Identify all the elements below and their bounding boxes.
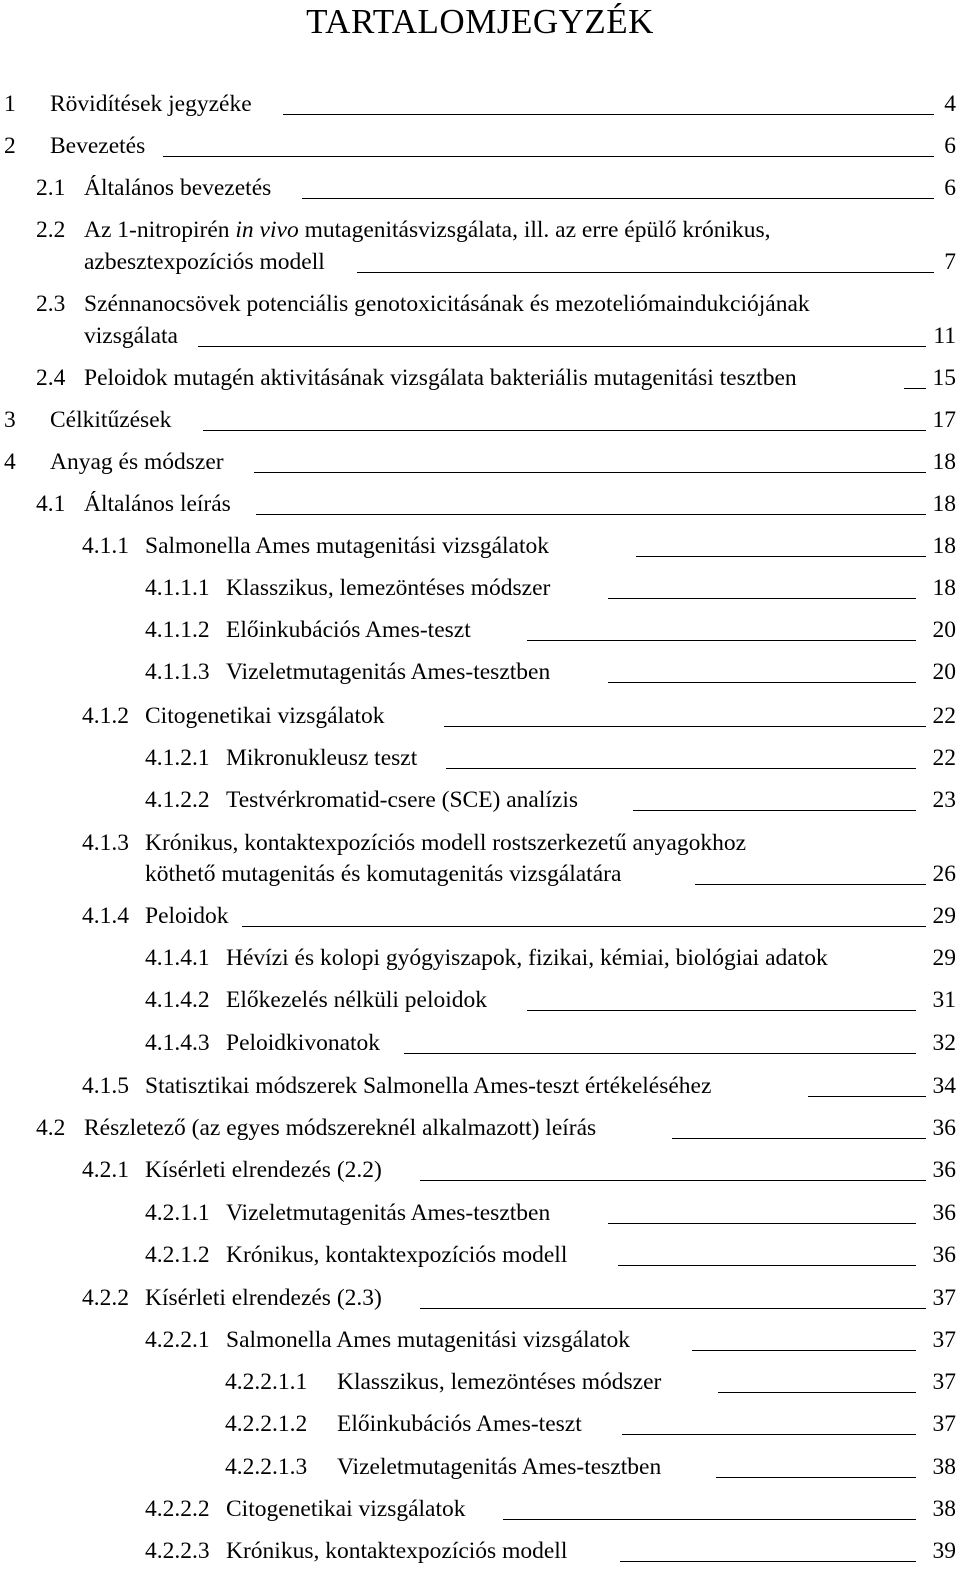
- toc-entry-title: Testvérkromatid-csere (SCE) analízis: [226, 787, 579, 813]
- toc-leader: [608, 1223, 916, 1224]
- toc-entry[interactable]: [0, 942, 960, 974]
- toc-leader: [256, 514, 926, 515]
- toc-leader: [608, 682, 916, 683]
- toc-entry-title: Salmonella Ames mutagenitási vizsgálatok: [145, 533, 549, 559]
- toc-entry-title: Általános bevezetés: [84, 175, 272, 201]
- toc-entry-title: Vizeletmutagenitás Ames-tesztben: [226, 1200, 551, 1226]
- toc-entry[interactable]: [0, 700, 960, 732]
- toc-leader: [692, 1350, 916, 1351]
- toc-leader: [622, 1434, 916, 1435]
- toc-entry[interactable]: [0, 572, 960, 604]
- toc-leader: [904, 388, 926, 389]
- toc-entry-title: Salmonella Ames mutagenitási vizsgálatok: [226, 1327, 630, 1353]
- toc-entry[interactable]: [0, 900, 960, 932]
- toc-entry-title: Peloidok mutagén aktivitásának vizsgálata bakteriális mutagenitási tesztben: [84, 365, 797, 391]
- toc-entry-page: 18: [932, 449, 956, 475]
- toc-entry-title: Kísérleti elrendezés (2.2): [145, 1157, 382, 1183]
- toc-entry-title: Citogenetikai vizsgálatok: [226, 1496, 466, 1522]
- toc-entry[interactable]: [0, 1535, 960, 1567]
- toc-entry-title: Krónikus, kontaktexpozíciós modell: [226, 1538, 568, 1564]
- toc-leader: [203, 430, 926, 431]
- toc-entry-page: 29: [932, 945, 956, 971]
- toc-entry[interactable]: [0, 742, 960, 774]
- toc-leader: [633, 810, 916, 811]
- toc-entry-number: 4.2.2.1.2: [225, 1411, 308, 1437]
- toc-leader: [808, 1096, 926, 1097]
- toc-entry[interactable]: [0, 1154, 960, 1186]
- toc-entry-title-cont: köthető mutagenitás és komutagenitás vizsgálatára: [145, 861, 622, 887]
- toc-entry-number: 2: [4, 133, 16, 159]
- toc-entry[interactable]: [0, 1112, 960, 1144]
- toc-entry-page: 29: [932, 903, 956, 929]
- toc-entry-page: 38: [932, 1454, 956, 1480]
- toc-entry-title: Vizeletmutagenitás Ames-tesztben: [337, 1454, 662, 1480]
- toc-entry-page: 22: [932, 745, 956, 771]
- toc-entry[interactable]: [0, 1324, 960, 1356]
- toc-entry-page: 20: [932, 659, 956, 685]
- toc-entry-page: 6: [944, 175, 956, 201]
- toc-entry[interactable]: [0, 784, 960, 816]
- toc-leader: [420, 1180, 926, 1181]
- toc-entry-number: 4.1.4.1: [145, 945, 210, 971]
- toc-entry-page: 36: [932, 1242, 956, 1268]
- toc-entry[interactable]: [0, 214, 960, 246]
- toc-entry-number: 4.1.5: [82, 1073, 129, 1099]
- toc-leader: [695, 884, 926, 885]
- toc-entry-number: 4.2: [36, 1115, 66, 1141]
- toc-leader: [198, 346, 926, 347]
- toc-entry-title: Peloidkivonatok: [226, 1030, 381, 1056]
- toc-leader: [618, 1265, 916, 1266]
- toc-leader: [444, 726, 926, 727]
- toc-entry-number: 2.1: [36, 175, 66, 201]
- toc-entry-title: Általános leírás: [84, 491, 231, 517]
- toc-entry-number: 4.2.2.1.1: [225, 1369, 308, 1395]
- toc-entry-number: 4: [4, 449, 16, 475]
- toc-leader: [446, 768, 916, 769]
- toc-entry-title: Krónikus, kontaktexpozíciós modell rostszerkezetű anyagokhoz: [145, 830, 747, 856]
- toc-entry-page: 31: [932, 987, 956, 1013]
- toc-entry-number: 4.2.2.3: [145, 1538, 210, 1564]
- toc-entry[interactable]: [0, 288, 960, 320]
- toc-entry-title: Az 1-nitropirén in vivo mutagenitásvizsgálata, ill. az erre épülő krónikus,: [84, 217, 771, 243]
- toc-entry-number: 4.1.3: [82, 830, 129, 856]
- page-title: TARTALOMJEGYZÉK: [306, 2, 654, 41]
- toc-entry[interactable]: [0, 362, 960, 394]
- toc-entry-page: 15: [932, 365, 956, 391]
- toc-leader: [302, 198, 934, 199]
- toc-entry-page: 11: [933, 323, 956, 349]
- toc-leader: [503, 1519, 916, 1520]
- toc-entry-title: Vizeletmutagenitás Ames-tesztben: [226, 659, 551, 685]
- toc-entry-number: 4.1.4.3: [145, 1030, 210, 1056]
- toc-entry-continuation[interactable]: [0, 246, 960, 278]
- toc-entry-number: 4.1.1.3: [145, 659, 210, 685]
- title-emphasis: in vivo: [235, 217, 299, 243]
- toc-entry-page: 32: [932, 1030, 956, 1056]
- toc-leader: [527, 640, 916, 641]
- toc-entry-number: 4.2.1.1: [145, 1200, 210, 1226]
- toc-leader: [672, 1138, 926, 1139]
- toc-entry-number: 4.1.1.1: [145, 575, 210, 601]
- toc-entry-number: 4.2.2: [82, 1285, 129, 1311]
- toc-leader: [420, 1308, 926, 1309]
- toc-entry-number: 4.1.4: [82, 903, 129, 929]
- toc-entry-number: 4.1.4.2: [145, 987, 210, 1013]
- toc-leader: [636, 556, 926, 557]
- toc-entry-page: 7: [944, 249, 956, 275]
- toc-entry-page: 22: [932, 703, 956, 729]
- toc-leader: [716, 1477, 916, 1478]
- toc-entry-number: 4.2.2.1.3: [225, 1454, 308, 1480]
- toc-entry-number: 4.1: [36, 491, 66, 517]
- toc-entry-page: 39: [932, 1538, 956, 1564]
- toc-entry[interactable]: [0, 488, 960, 520]
- toc-entry-number: 2.2: [36, 217, 66, 243]
- toc-entry-number: 4.2.1.2: [145, 1242, 210, 1268]
- toc-entry-number: 4.1.1: [82, 533, 129, 559]
- toc-entry-page: 18: [932, 575, 956, 601]
- toc-entry-number: 2.3: [36, 291, 66, 317]
- toc-entry[interactable]: [0, 1239, 960, 1271]
- toc-leader: [163, 156, 934, 157]
- toc-entry-number: 4.1.2.1: [145, 745, 210, 771]
- toc-entry-title: Krónikus, kontaktexpozíciós modell: [226, 1242, 568, 1268]
- toc-entry[interactable]: [0, 1282, 960, 1314]
- toc-entry[interactable]: [0, 530, 960, 562]
- toc-entry-title: Rövidítések jegyzéke: [50, 91, 252, 117]
- toc-entry-page: 36: [932, 1115, 956, 1141]
- toc-entry-page: 17: [932, 407, 956, 433]
- toc-leader: [404, 1053, 916, 1054]
- toc-entry-continuation[interactable]: [0, 858, 960, 890]
- toc-entry[interactable]: [0, 88, 960, 120]
- toc-entry-title: Előinkubációs Ames-teszt: [226, 617, 471, 643]
- toc-entry[interactable]: [0, 172, 960, 204]
- toc-leader: [242, 926, 926, 927]
- toc-entry-number: 4.1.2: [82, 703, 129, 729]
- toc-entry[interactable]: [0, 1027, 960, 1059]
- toc-entry-title: Hévízi és kolopi gyógyiszapok, fizikai, kémiai, biológiai adatok: [226, 945, 828, 971]
- toc-entry-title: Klasszikus, lemezöntéses módszer: [337, 1369, 662, 1395]
- toc-entry[interactable]: [0, 1366, 960, 1398]
- toc-entry-page: 37: [932, 1369, 956, 1395]
- toc-entry[interactable]: [0, 404, 960, 436]
- toc-entry-number: 3: [4, 407, 16, 433]
- toc-entry-title-cont: vizsgálata: [84, 323, 178, 349]
- toc-entry[interactable]: [0, 1070, 960, 1102]
- toc-entry[interactable]: [0, 984, 960, 1016]
- toc-entry-continuation[interactable]: [0, 320, 960, 352]
- toc-entry-title: Klasszikus, lemezöntéses módszer: [226, 575, 551, 601]
- toc-entry-page: 6: [944, 133, 956, 159]
- toc-entry-title: Bevezetés: [50, 133, 146, 159]
- toc-entry-title: Kísérleti elrendezés (2.3): [145, 1285, 382, 1311]
- toc-entry-title: Szénnanocsövek potenciális genotoxicitásának és mezoteliómaindukciójának: [84, 291, 810, 317]
- toc-leader: [357, 272, 934, 273]
- toc-entry-page: 26: [932, 861, 956, 887]
- toc-entry-title: Célkitűzések: [50, 407, 172, 433]
- toc-entry[interactable]: [0, 656, 960, 688]
- toc-entry-page: 38: [932, 1496, 956, 1522]
- toc-leader: [527, 1010, 916, 1011]
- toc-entry[interactable]: [0, 614, 960, 646]
- toc-entry-page: 37: [932, 1411, 956, 1437]
- toc-entry[interactable]: [0, 1197, 960, 1229]
- toc-entry-page: 36: [932, 1157, 956, 1183]
- toc-entry-title: Citogenetikai vizsgálatok: [145, 703, 385, 729]
- toc-entry[interactable]: [0, 130, 960, 162]
- toc-entry-number: 4.1.1.2: [145, 617, 210, 643]
- toc-leader: [608, 598, 916, 599]
- toc-leader: [620, 1561, 916, 1562]
- toc-entry-page: 34: [932, 1073, 956, 1099]
- toc-entry-number: 4.2.1: [82, 1157, 129, 1183]
- toc-leader: [283, 114, 934, 115]
- toc-entry-title: Anyag és módszer: [50, 449, 224, 475]
- toc-entry-title: Peloidok: [145, 903, 229, 929]
- toc-entry[interactable]: [0, 1451, 960, 1483]
- toc-entry-page: 20: [932, 617, 956, 643]
- toc-leader: [254, 472, 926, 473]
- toc-entry-page: 37: [932, 1285, 956, 1311]
- toc-entry-page: 4: [944, 91, 956, 117]
- toc-entry-page: 18: [932, 491, 956, 517]
- toc-entry-title: Mikronukleusz teszt: [226, 745, 418, 771]
- toc-entry-number: 1: [4, 91, 16, 117]
- toc-entry-title: Statisztikai módszerek Salmonella Ames-teszt értékeléséhez: [145, 1073, 712, 1099]
- toc-entry[interactable]: [0, 1408, 960, 1440]
- toc-entry-title: Részletező (az egyes módszereknél alkalmazott) leírás: [84, 1115, 597, 1141]
- toc-entry-title: Előkezelés nélküli peloidok: [226, 987, 488, 1013]
- toc-entry-page: 23: [932, 787, 956, 813]
- toc-entry-number: 4.1.2.2: [145, 787, 210, 813]
- toc-entry-page: 36: [932, 1200, 956, 1226]
- toc-entry-title-cont: azbesztexpozíciós modell: [84, 249, 325, 275]
- toc-entry-number: 4.2.2.2: [145, 1496, 210, 1522]
- toc-entry-title: Előinkubációs Ames-teszt: [337, 1411, 582, 1437]
- toc-entry-page: 18: [932, 533, 956, 559]
- toc-entry-number: 4.2.2.1: [145, 1327, 210, 1353]
- toc-leader: [718, 1392, 916, 1393]
- toc-entry[interactable]: [0, 446, 960, 478]
- toc-entry-page: 37: [932, 1327, 956, 1353]
- toc-entry[interactable]: [0, 1493, 960, 1525]
- toc-entry-number: 2.4: [36, 365, 66, 391]
- toc-entry[interactable]: [0, 827, 960, 859]
